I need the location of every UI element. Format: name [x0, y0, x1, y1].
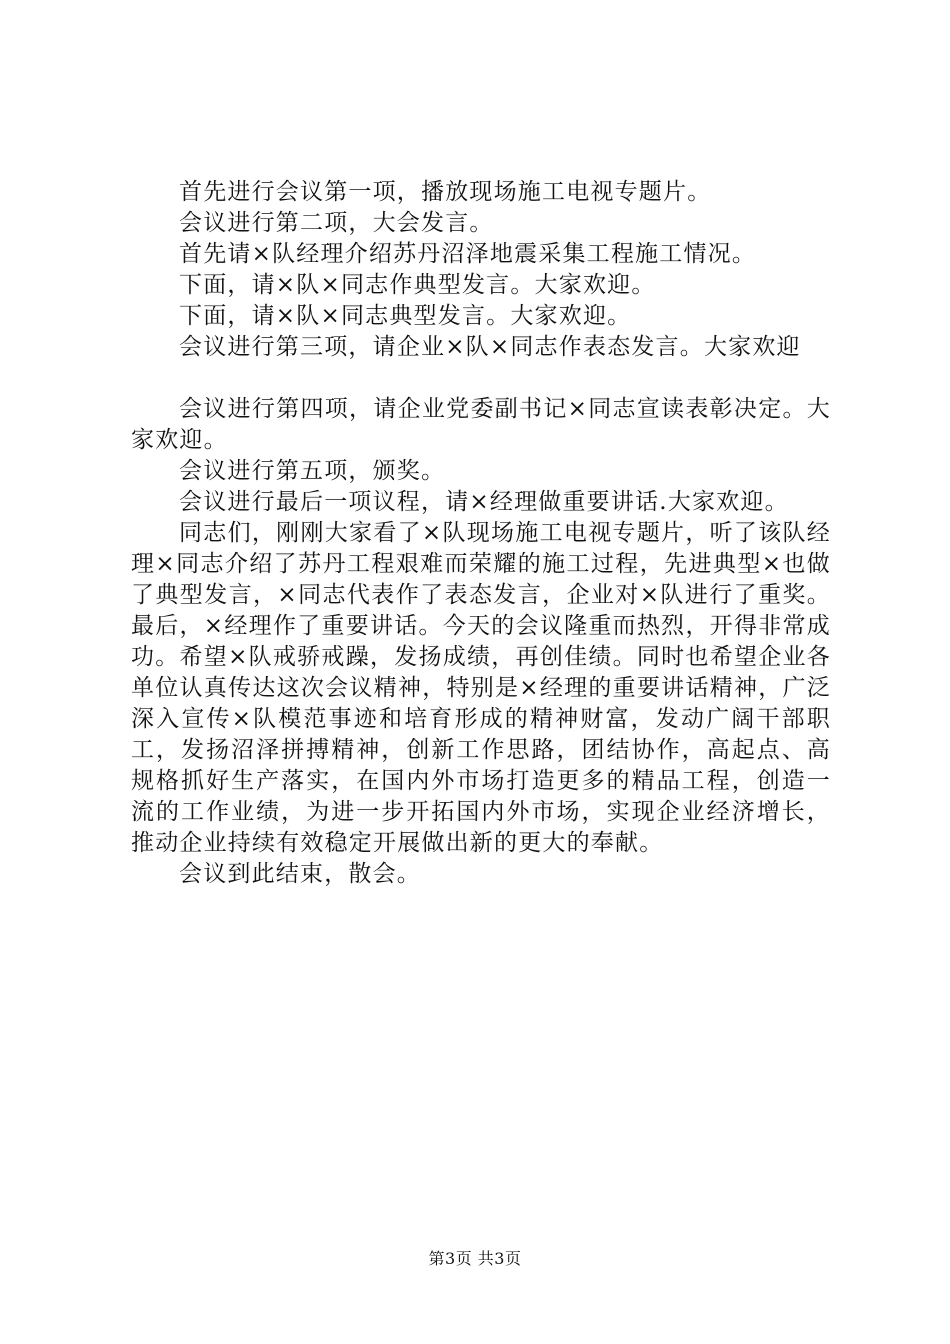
document-body [131, 177, 831, 890]
paragraph-item-8: 会议进行第五项，颁奖。 [179, 458, 446, 484]
paragraph-item-11: 会议到此结束，散会。 [179, 861, 421, 887]
paragraph-item-1: 首先进行会议第一项，播放现场施工电视专题片。 [179, 179, 712, 205]
paragraph-gap [131, 363, 831, 394]
paragraph-item-4: 下面，请×队×同志作典型发言。大家欢迎。 [179, 272, 656, 298]
paragraph-item-6: 会议进行第三项，请企业×队×同志作表态发言。大家欢迎 [179, 334, 801, 360]
paragraph-item-3: 首先请×队经理介绍苏丹沼泽地震采集工程施工情况。 [179, 241, 757, 267]
paragraph-item-10: 同志们，刚刚大家看了×队现场施工电视专题片，听了该队经理×同志介绍了苏丹工程艰难而荣耀的施工过程，先进典型×也做了典型发言，×同志代表作了表态发言，企业对×队进行了重奖。最后，×经理作了重要讲话。今天的会议隆重而热烈，开得非常成功。希望×队戒骄戒躁，发扬成绩，再创佳绩。同时也希望企业各单位认真传达这次会议精神，特别是×经理的重要讲话精神，广泛深入宣传×队模范事迹和培育形成的精神财富，发动广阔干部职工，发扬沼泽拼搏精神，创新工作思路，团结协作，高起点、高规格抓好生产落实，在国内外市场打造更多的精品工程，创造一流的工作业绩，为进一步开拓国内外市场，实现企业经济增长，推动企业持续有效稳定开展做出新的更大的奉献。 [131, 520, 831, 856]
paragraph-item-9: 会议进行最后一项议程，请×经理做重要讲话.大家欢迎。 [179, 489, 789, 515]
paragraph-item-7: 会议进行第四项，请企业党委副书记×同志宣读表彰决定。大家欢迎。 [131, 396, 831, 453]
paragraph-item-5: 下面，请×队×同志典型发言。大家欢迎。 [179, 303, 632, 329]
paragraph-item-2: 会议进行第二项，大会发言。 [179, 210, 494, 236]
page-number-footer: 第3页 共3页 [428, 1249, 522, 1268]
